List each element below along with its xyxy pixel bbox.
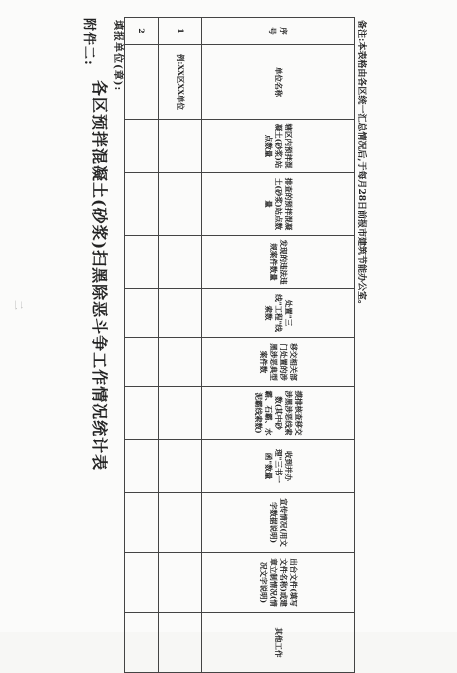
filing-unit-label: 填报单位(章): bbox=[112, 20, 123, 92]
table-cell bbox=[159, 387, 202, 440]
table-cell bbox=[125, 338, 159, 387]
header-violation-count: 发现的违法违规案件数量 bbox=[202, 236, 355, 289]
margin-mark: 二 bbox=[12, 300, 23, 310]
header-publicity: 宣传情况(用文字数据说明) bbox=[202, 493, 355, 553]
table-row bbox=[159, 18, 202, 673]
header-letters-handled: 收到并办理"三书一函"数量 bbox=[202, 440, 355, 493]
row-seq: 2 bbox=[125, 18, 159, 45]
table-cell bbox=[125, 553, 159, 613]
row-seq: 1 bbox=[159, 18, 202, 45]
table-row bbox=[125, 18, 159, 673]
header-unit-name: 单位名称 bbox=[202, 45, 355, 120]
table-cell bbox=[125, 120, 159, 173]
header-transferred-cases: 移交相关部门处置的涉黑涉恶典型案件数 bbox=[202, 338, 355, 387]
row-unit-name bbox=[125, 45, 159, 120]
header-seq: 序号 bbox=[202, 18, 355, 45]
table-cell bbox=[159, 173, 202, 236]
table-cell bbox=[125, 613, 159, 673]
table-cell bbox=[159, 236, 202, 289]
header-other-work: 其他工作 bbox=[202, 613, 355, 673]
table-cell bbox=[159, 338, 202, 387]
table-cell bbox=[159, 613, 202, 673]
table-cell bbox=[125, 289, 159, 338]
header-inspected-count: 排查的预拌混凝土(砂浆)站点数量 bbox=[202, 173, 355, 236]
table-cell bbox=[159, 440, 202, 493]
footnote: 备注:本表格由各区统一汇总情况后,于每月28日前报市建筑节能办公室。 bbox=[356, 20, 366, 309]
header-clue-handling: 处置"三线"工程"线索数 bbox=[202, 289, 355, 338]
attachment-label: 附件二: bbox=[81, 18, 96, 66]
table-cell bbox=[125, 493, 159, 553]
table-cell bbox=[125, 236, 159, 289]
statistics-table bbox=[124, 17, 355, 673]
page-title: 各区预拌混凝土(砂浆)扫黑除恶斗争工作情况统计表 bbox=[90, 80, 109, 472]
table-cell bbox=[159, 553, 202, 613]
table-cell bbox=[159, 493, 202, 553]
header-documents-issued: 出台文件(填写文件名称)或建章立制情况(情况文字说明) bbox=[202, 553, 355, 613]
table-cell bbox=[125, 387, 159, 440]
table-cell bbox=[159, 289, 202, 338]
header-site-count: 辖区内预拌混凝土(砂浆)站点数量 bbox=[202, 120, 355, 173]
header-clue-investigation: 摸排核查移交涉黑涉恶线索数(其中砂霸、石霸、水泥霸线索数) bbox=[202, 387, 355, 440]
table-cell bbox=[125, 440, 159, 493]
table-header-row bbox=[202, 18, 355, 673]
row-unit-name: 例:XX区XX单位 bbox=[159, 45, 202, 120]
table-cell bbox=[159, 120, 202, 173]
table-cell bbox=[125, 173, 159, 236]
